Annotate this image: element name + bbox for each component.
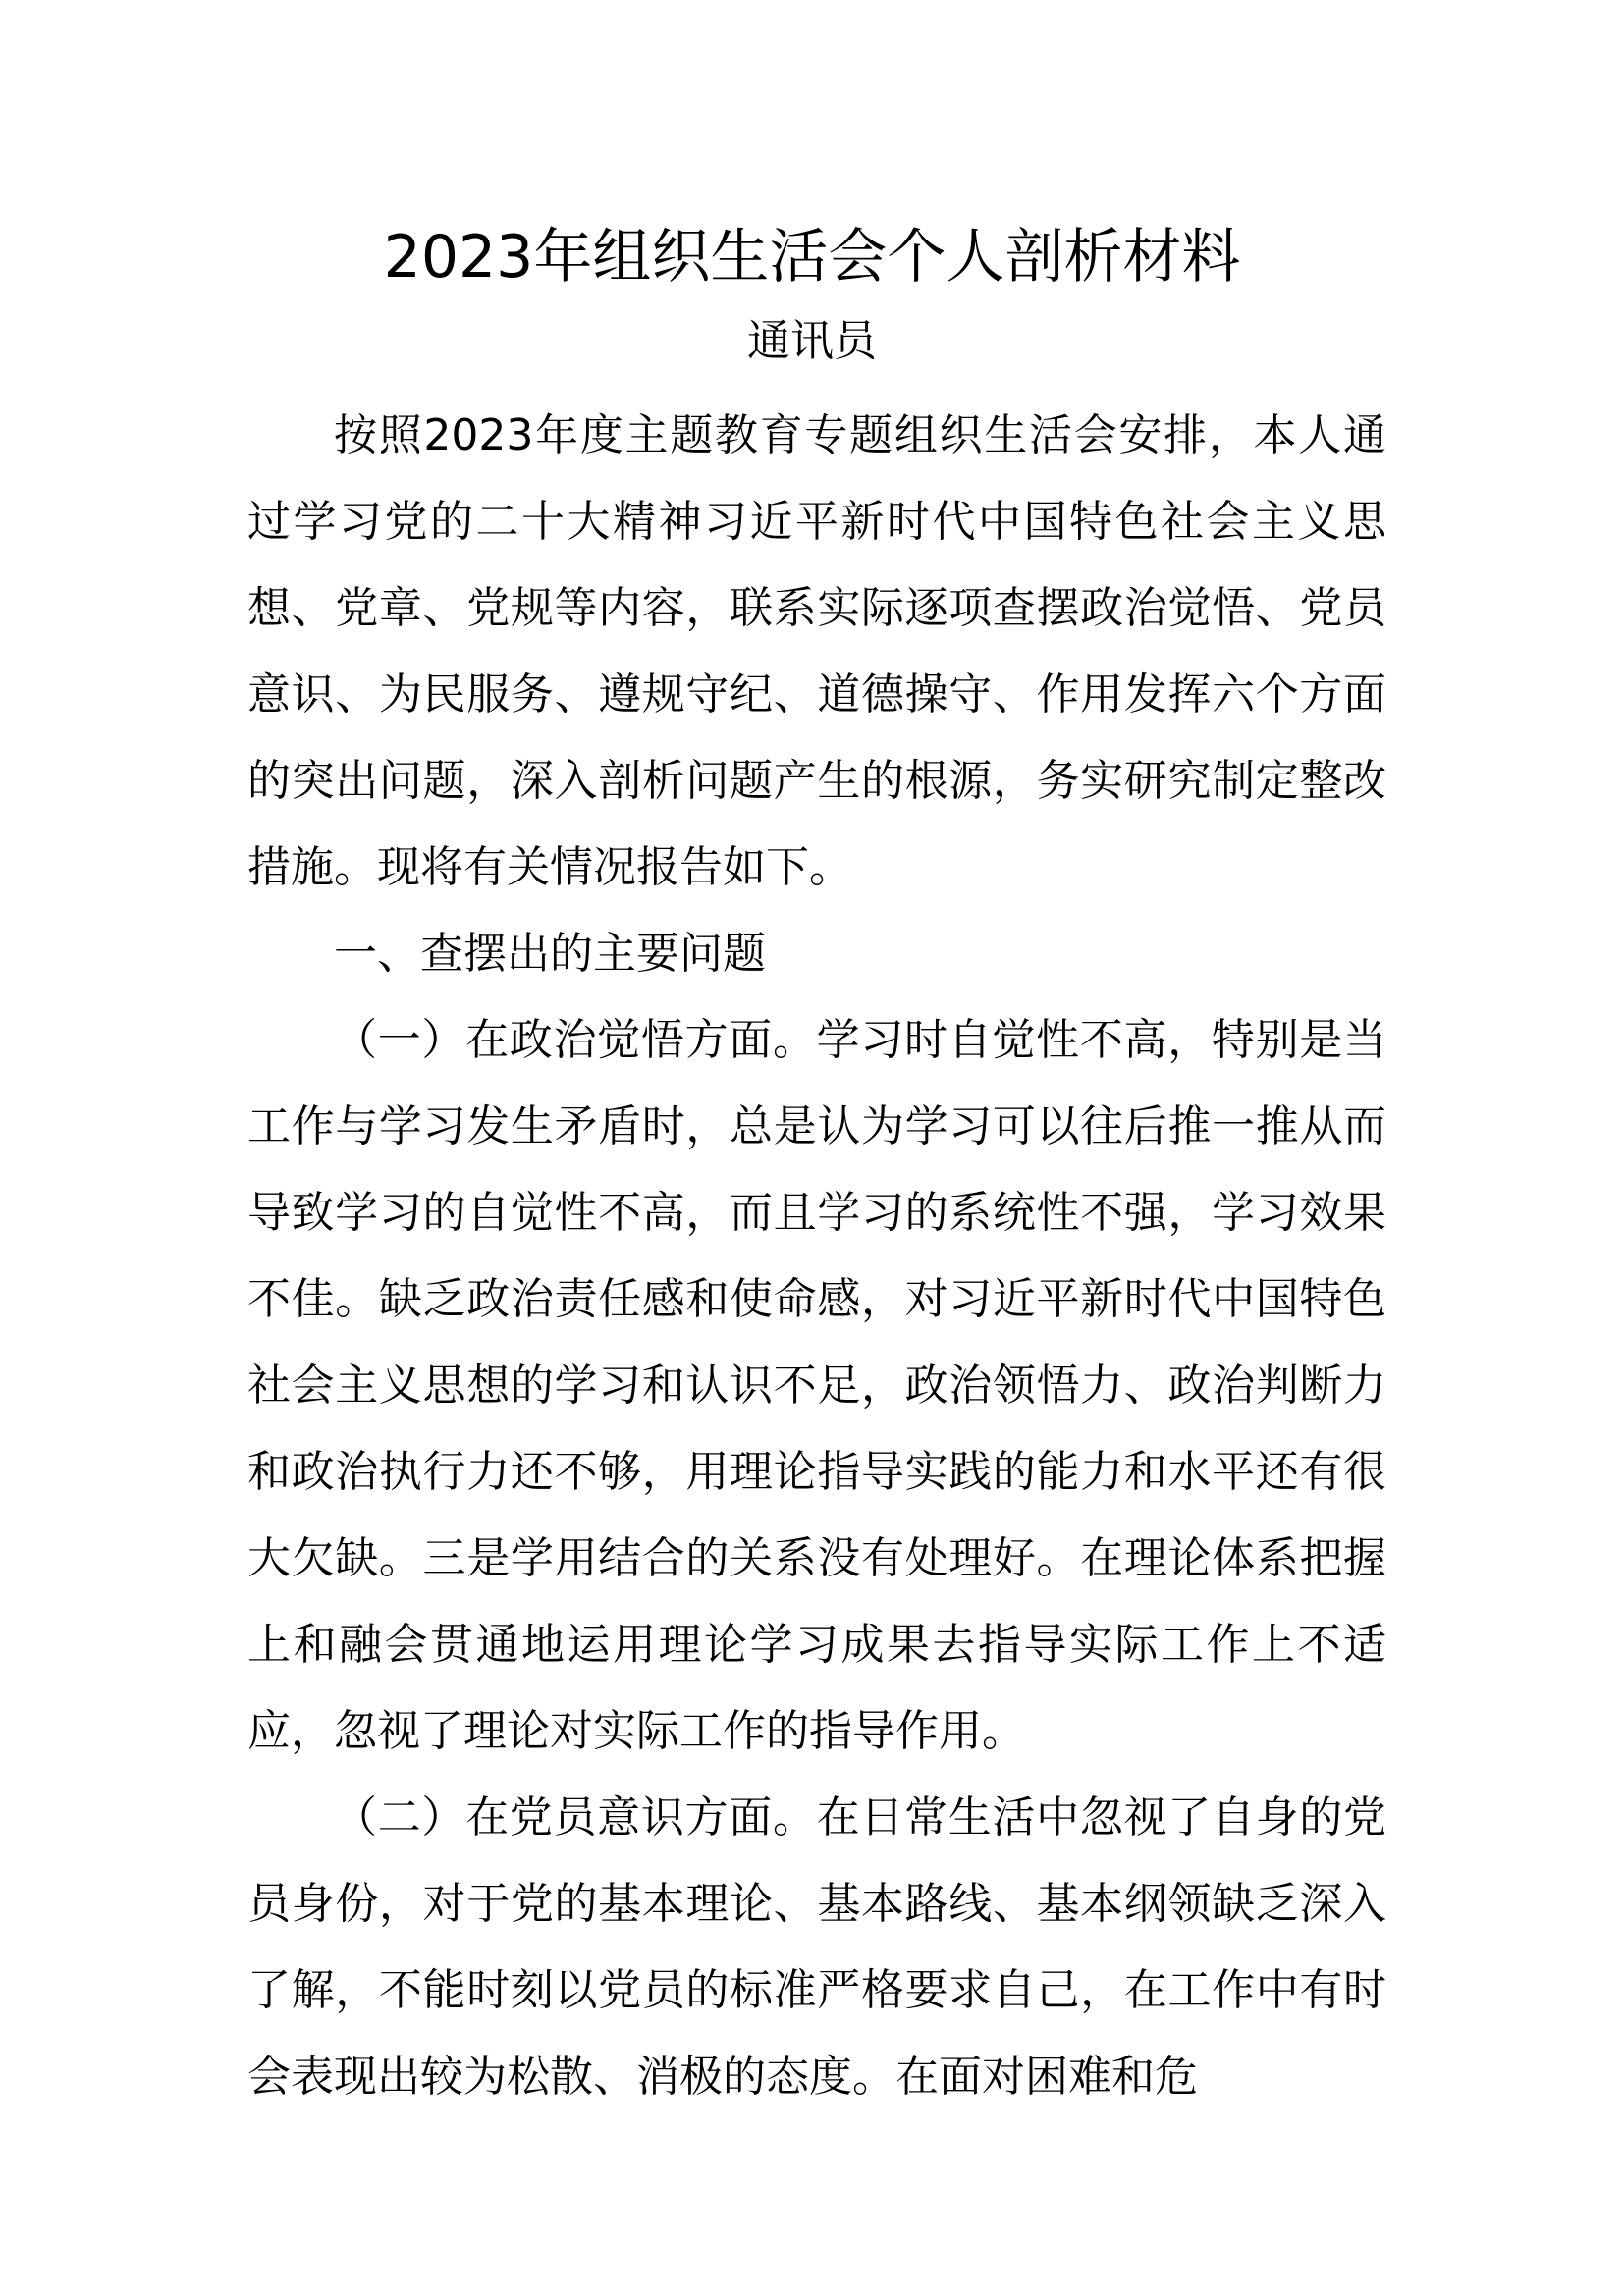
- paragraph-political-awareness: （一）在政治觉悟方面。学习时自觉性不高，特别是当工作与学习发生矛盾时，总是认为学习可以往后推一推从而导致学习的自觉性不高，而且学习的系统性不强，学习效果不佳。缺乏政治责任感和使命感，对习近平新时代中国特色社会主义思想的学习和认识不足，政治领悟力、政治判断力和政治执行力还不够，用理论指导实践的能力和水平还有很大欠缺。三是学用结合的关系没有处理好。在理论体系把握上和融会贯通地运用理论学习成果去指导实际工作上不适应，忽视了理论对实际工作的指导作用。: [247, 1015, 1386, 1756]
- paragraph-party-member-awareness: （二）在党员意识方面。在日常生活中忽视了自身的党员身份，对于党的基本理论、基本路线、基本纲领缺乏深入了解，不能时刻以党员的标准严格要求自己，在工作中有时会表现出较为松散、消极的态度。在面对困难和危: [247, 1792, 1386, 2102]
- document-title: 2023年组织生活会个人剖析材料: [383, 223, 1241, 292]
- document-body: [247, 393, 1386, 2120]
- paragraph-intro: 按照2023年度主题教育专题组织生活会安排，本人通过学习党的二十大精神习近平新时代中国特色社会主义思想、党章、党规等内容，联系实际逐项查摆政治觉悟、党员意识、为民服务、遵规守纪、道德操守、作用发挥六个方面的突出问题，深入剖析问题产生的根源，务实研究制定整改措施。现将有关情况报告如下。: [247, 410, 1386, 892]
- section-heading-main-problems: 一、查摆出的主要问题: [334, 929, 766, 979]
- document-author: 通讯员: [747, 316, 877, 366]
